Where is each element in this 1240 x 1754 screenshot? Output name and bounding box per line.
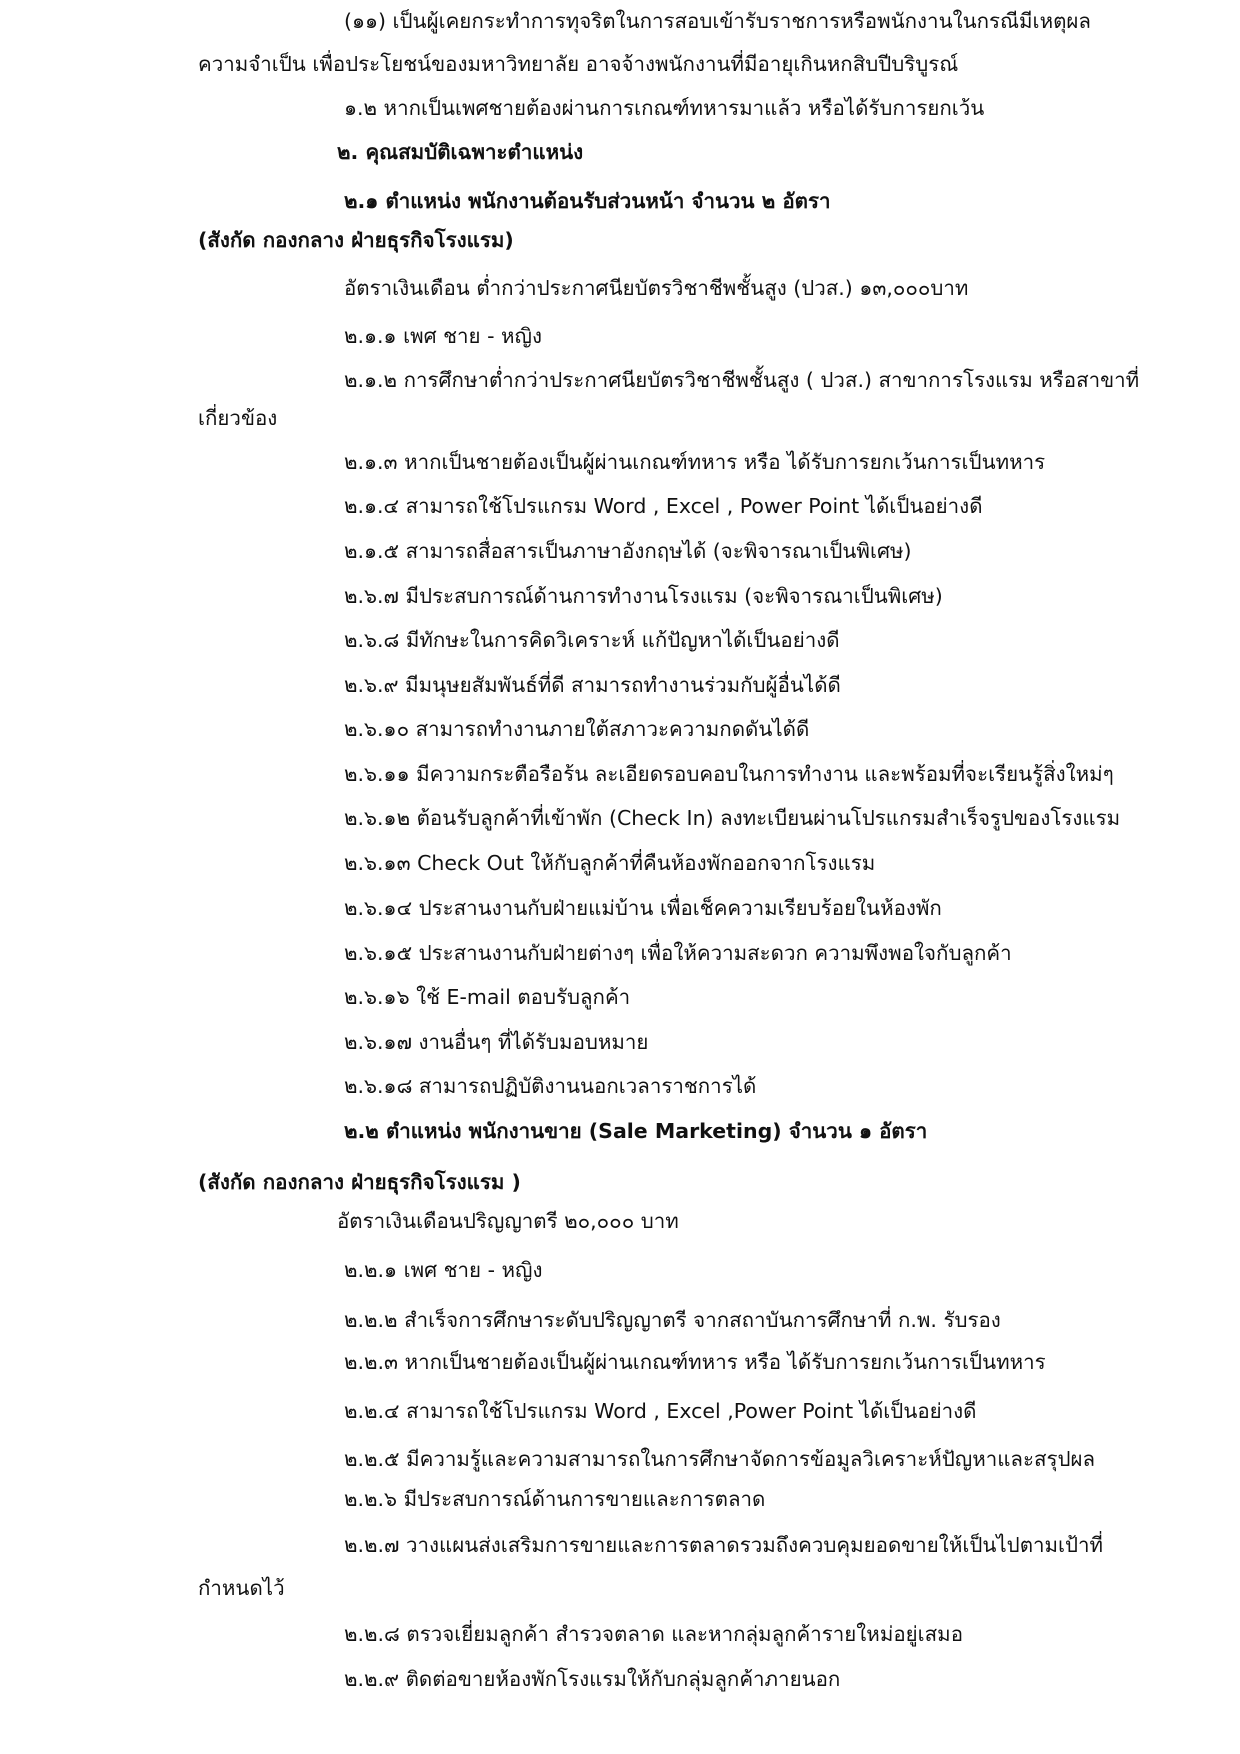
item-2-6-16: ๒.๖.๑๖ ใช้ E-mail ตอบรับลูกค้า bbox=[344, 985, 631, 1009]
item-2-1-5: ๒.๑.๕ สามารถสื่อสารเป็นภาษาอังกฤษได้ (จะพิจารณาเป็นพิเศษ) bbox=[344, 539, 912, 563]
position-2-2-heading: ๒.๒ ตำแหน่ง พนักงานขาย (Sale Marketing) จำนวน ๑ อัตรา bbox=[344, 1119, 928, 1143]
position-2-1-heading: ๒.๑ ตำแหน่ง พนักงานต้อนรับส่วนหน้า จำนวน ๒ อัตรา bbox=[344, 189, 831, 213]
item-2-6-17: ๒.๖.๑๗ งานอื่นๆ ที่ได้รับมอบหมาย bbox=[344, 1030, 649, 1054]
item-2-6-8: ๒.๖.๘ มีทักษะในการคิดวิเคราะห์ แก้ปัญหาได้เป็นอย่างดี bbox=[344, 628, 840, 652]
position-2-2-salary: อัตราเงินเดือนปริญญาตรี ๒๐,๐๐๐ บาท bbox=[337, 1209, 679, 1233]
item-2-2-3: ๒.๒.๓ หากเป็นชายต้องเป็นผู้ผ่านเกณฑ์ทหาร หรือ ได้รับการยกเว้นการเป็นทหาร bbox=[344, 1350, 1046, 1374]
section-2-heading: ๒. คุณสมบัติเฉพาะตำแหน่ง bbox=[337, 140, 584, 164]
item-2-6-7: ๒.๖.๗ มีประสบการณ์ด้านการทำงานโรงแรม (จะพิจารณาเป็นพิเศษ) bbox=[344, 584, 943, 608]
position-2-1-affiliation: (สังกัด กองกลาง ฝ่ายธุรกิจโรงแรม) bbox=[198, 228, 514, 252]
item-2-2-7-continuation: กำหนดไว้ bbox=[198, 1576, 285, 1600]
clause-11-continuation: ความจำเป็น เพื่อประโยชน์ของมหาวิทยาลัย อาจจ้างพนักงานที่มีอายุเกินหกสิบปีบริบูรณ์ bbox=[198, 52, 959, 76]
position-2-1-salary: อัตราเงินเดือน ต่ำกว่าประกาศนียบัตรวิชาชีพชั้นสูง (ปวส.) ๑๓,๐๐๐บาท bbox=[344, 276, 969, 300]
item-2-6-15: ๒.๖.๑๕ ประสานงานกับฝ่ายต่างๆ เพื่อให้ความสะดวก ความพึงพอใจกับลูกค้า bbox=[344, 941, 1012, 965]
item-2-6-12: ๒.๖.๑๒ ต้อนรับลูกค้าที่เข้าพัก (Check In) ลงทะเบียนผ่านโปรแกรมสำเร็จรูปของโรงแรม bbox=[344, 806, 1121, 830]
position-2-2-affiliation: (สังกัด กองกลาง ฝ่ายธุรกิจโรงแรม ) bbox=[198, 1170, 521, 1194]
item-2-6-11: ๒.๖.๑๑ มีความกระตือรือร้น ละเอียดรอบคอบในการทำงาน และพร้อมที่จะเรียนรู้สิ่งใหม่ๆ bbox=[344, 762, 1114, 786]
item-2-1-2-continuation: เกี่ยวข้อง bbox=[198, 406, 278, 430]
item-2-2-7: ๒.๒.๗ วางแผนส่งเสริมการขายและการตลาดรวมถึงควบคุมยอดขายให้เป็นไปตามเป้าที่ bbox=[344, 1533, 1104, 1557]
item-2-6-10: ๒.๖.๑๐ สามารถทำงานภายใต้สภาวะความกดดันได้ดี bbox=[344, 717, 810, 741]
item-2-1-1: ๒.๑.๑ เพศ ชาย - หญิง bbox=[344, 324, 542, 348]
clause-11-text: (๑๑) เป็นผู้เคยกระทำการทุจริตในการสอบเข้ารับราชการหรือพนักงานในกรณีมีเหตุผล bbox=[344, 9, 1091, 33]
item-2-6-18: ๒.๖.๑๘ สามารถปฏิบัติงานนอกเวลาราชการได้ bbox=[344, 1074, 757, 1098]
item-2-2-5: ๒.๒.๕ มีความรู้และความสามารถในการศึกษาจัดการข้อมูลวิเคราะห์ปัญหาและสรุปผล bbox=[344, 1447, 1096, 1471]
item-2-2-2: ๒.๒.๒ สำเร็จการศึกษาระดับปริญญาตรี จากสถาบันการศึกษาที่ ก.พ. รับรอง bbox=[344, 1308, 1001, 1332]
item-2-2-8: ๒.๒.๘ ตรวจเยี่ยมลูกค้า สำรวจตลาด และหากลุ่มลูกค้ารายใหม่อยู่เสมอ bbox=[344, 1622, 964, 1646]
item-2-2-1: ๒.๒.๑ เพศ ชาย - หญิง bbox=[344, 1258, 543, 1282]
item-2-1-2: ๒.๑.๒ การศึกษาต่ำกว่าประกาศนียบัตรวิชาชีพชั้นสูง ( ปวส.) สาขาการโรงแรม หรือสาขาที่ bbox=[344, 368, 1140, 392]
item-1-2: ๑.๒ หากเป็นเพศชายต้องผ่านการเกณฑ์ทหารมาแล้ว หรือได้รับการยกเว้น bbox=[344, 96, 985, 120]
item-2-1-3: ๒.๑.๓ หากเป็นชายต้องเป็นผู้ผ่านเกณฑ์ทหาร หรือ ได้รับการยกเว้นการเป็นทหาร bbox=[344, 450, 1046, 474]
item-2-2-6: ๒.๒.๖ มีประสบการณ์ด้านการขายและการตลาด bbox=[344, 1487, 766, 1511]
item-2-6-9: ๒.๖.๙ มีมนุษยสัมพันธ์ที่ดี สามารถทำงานร่วมกับผู้อื่นได้ดี bbox=[344, 673, 841, 697]
item-2-6-13: ๒.๖.๑๓ Check Out ให้กับลูกค้าที่คืนห้องพักออกจากโรงแรม bbox=[344, 851, 876, 875]
item-2-2-9: ๒.๒.๙ ติดต่อขายห้องพักโรงแรมให้กับกลุ่มลูกค้าภายนอก bbox=[344, 1667, 841, 1691]
item-2-1-4: ๒.๑.๔ สามารถใช้โปรแกรม Word , Excel , Power Point ได้เป็นอย่างดี bbox=[344, 494, 983, 518]
item-2-2-4: ๒.๒.๔ สามารถใช้โปรแกรม Word , Excel ,Power Point ได้เป็นอย่างดี bbox=[344, 1399, 977, 1423]
item-2-6-14: ๒.๖.๑๔ ประสานงานกับฝ่ายแม่บ้าน เพื่อเช็คความเรียบร้อยในห้องพัก bbox=[344, 896, 942, 920]
